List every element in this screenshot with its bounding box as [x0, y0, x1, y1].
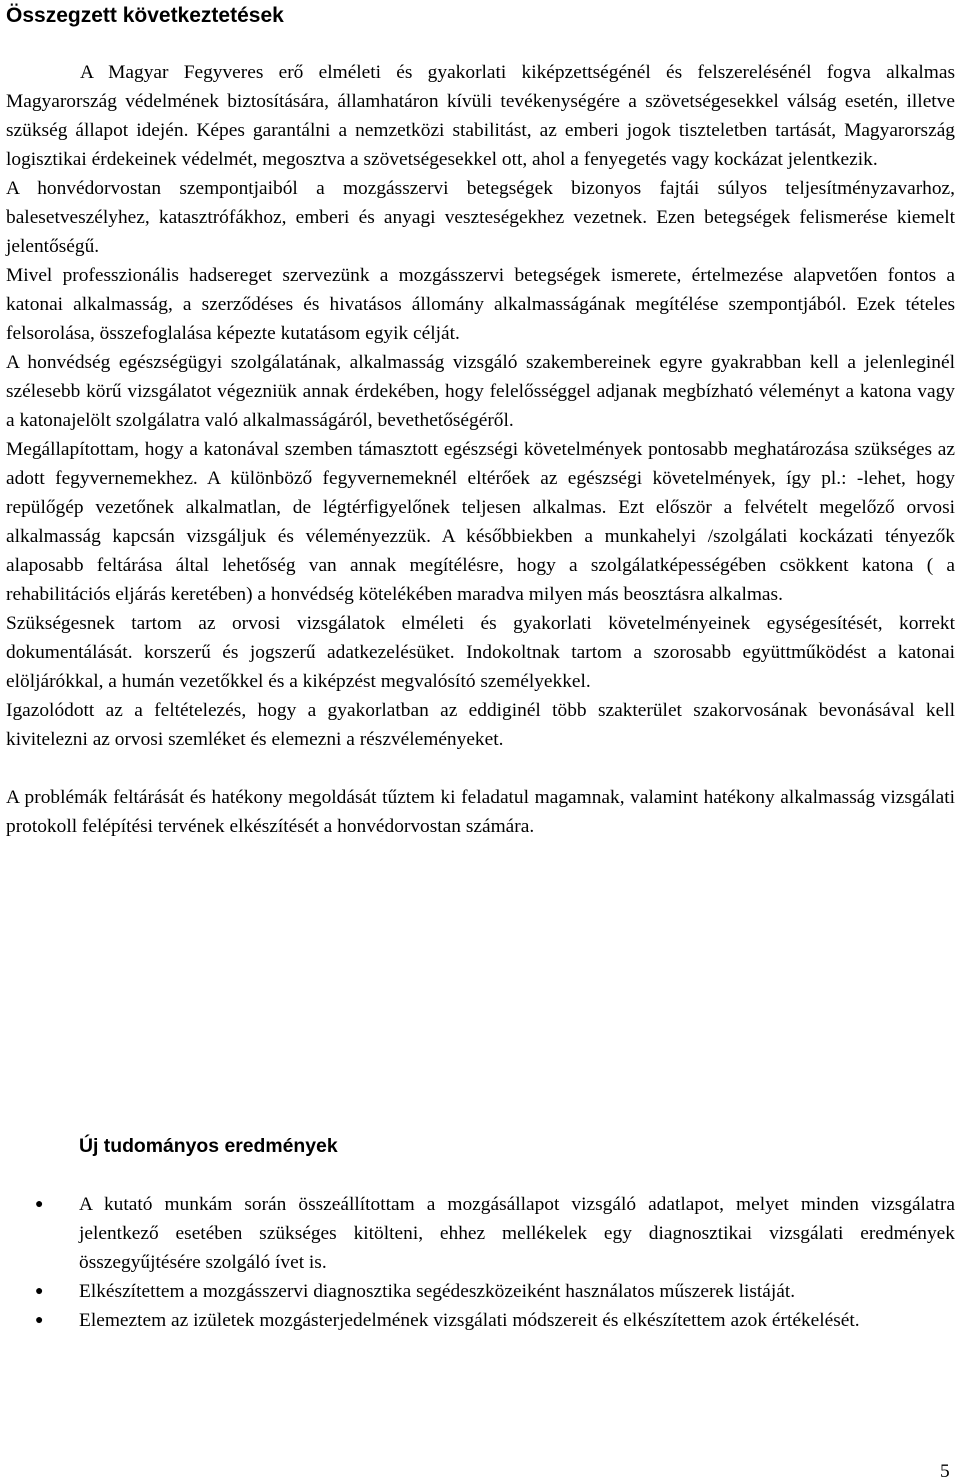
paragraph: Igazolódott az a feltételezés, hogy a gyakorlatban az eddiginél több szakterület szakorvosának bevonásával kell kivitelezni az orvosi szemléket és elemezni a részvéleményeket. [6, 700, 955, 750]
conclusions-body [6, 58, 955, 841]
paragraph: Szükségesnek tartom az orvosi vizsgálatok elméleti és gyakorlati követelményeinek egységesítését, korrekt dokumentálását. korszerű és jogszerű adatkezelésüket. Indokoltnak tartom a szorosabb együttműködést a katonai elöljárókkal, a humán vezetőkkel és a kiképzést megvalósító személyekkel. [6, 613, 955, 692]
page-number: 5 [940, 1461, 950, 1482]
paragraph: A honvédorvostan szempontjaiból a mozgásszervi betegségek bizonyos fajtái súlyos teljesítményzavarhoz, balesetveszélyhez, katasztrófákhoz, emberi és anyagi veszteségekhez vezetnek. Ezen betegségek felismerése kiemelt jelentőségű. [6, 178, 955, 257]
paragraph: A problémák feltárását és hatékony megoldását tűztem ki feladatul magamnak, valamint hatékony alkalmasság vizsgálati protokoll felépítési tervének elkészítését a honvédorvostan számára. [6, 787, 955, 837]
results-list [0, 1190, 955, 1335]
page-title: Összegzett következtetések [6, 4, 284, 27]
paragraph: Mivel professzionális hadsereget szervezünk a mozgásszervi betegségek ismerete, értelmezése alapvetően fontos a katonai alkalmasság, a szerződéses és hivatásos állomány alkalmasságának megítélése szempontjából. Ezek tételes felsorolása, összefoglalása képezte kutatásom egyik célját. [6, 265, 955, 344]
paragraph: A Magyar Fegyveres erő elméleti és gyakorlati kiképzettségénél és felszerelésénél fogva alkalmas Magyarország védelmének biztosítására, államhatáron kívüli tevékenységére a szövetségesekkel válság esetén, illetve szükség állapot idején. Képes garantálni a nemzetközi stabilitást, az emberi jogok tiszteletben tartását, Magyarország logisztikai érdekeinek védelmét, megosztva a szövetségesekkel ott, ahol a fenyegetés vagy kockázat jelentkezik. [6, 62, 955, 170]
list-item: ● Elkészítettem a mozgásszervi diagnosztika segédeszközeiként használatos műszerek listáját. [0, 1277, 955, 1306]
paragraph: Megállapítottam, hogy a katonával szemben támasztott egészségi követelmények pontosabb meghatározása szükséges az adott fegyvernemekhez. A különböző fegyvernemeknél eltérőek az egészségi követelmények, így pl.: -lehet, hogy repülőgép vezetőnek alkalmatlan, de légtérfigyelőnek teljesen alkalmas. Ezt először a felvételt megelőző orvosi alkalmasság kapcsán vizsgáljuk és véleményezzük. A későbbiekben a munkahelyi /szolgálati kockázati tényezők alaposabb feltárása által lehetőség van annak megítélésre, hogy a szolgálatképességében csökkent katona ( a rehabilitációs eljárás keretében) a honvédség kötelékében maradva milyen más beosztásra alkalmas. [6, 439, 955, 605]
section-heading: Új tudományos eredmények [79, 1135, 338, 1157]
paragraph: A honvédség egészségügyi szolgálatának, alkalmasság vizsgáló szakembereinek egyre gyakrabban kell a jelenleginél szélesebb körű vizsgálatot végezniük annak érdekében, hogy felelősséggel adjanak megbízható véleményt a katona vagy a katonajelölt szolgálatra való alkalmasságáról, bevethetőségéről. [6, 352, 955, 431]
list-item: ● Elemeztem az izületek mozgásterjedelmének vizsgálati módszereit és elkészítettem azok értékelését. [0, 1306, 955, 1335]
list-item: ● A kutató munkám során összeállítottam a mozgásállapot vizsgáló adatlapot, melyet minden vizsgálatra jelentkező esetében szükséges kitölteni, ehhez mellékelek egy diagnosztikai vizsgálati eredmények összegyűjtésére szolgáló ívet is. [0, 1190, 955, 1277]
